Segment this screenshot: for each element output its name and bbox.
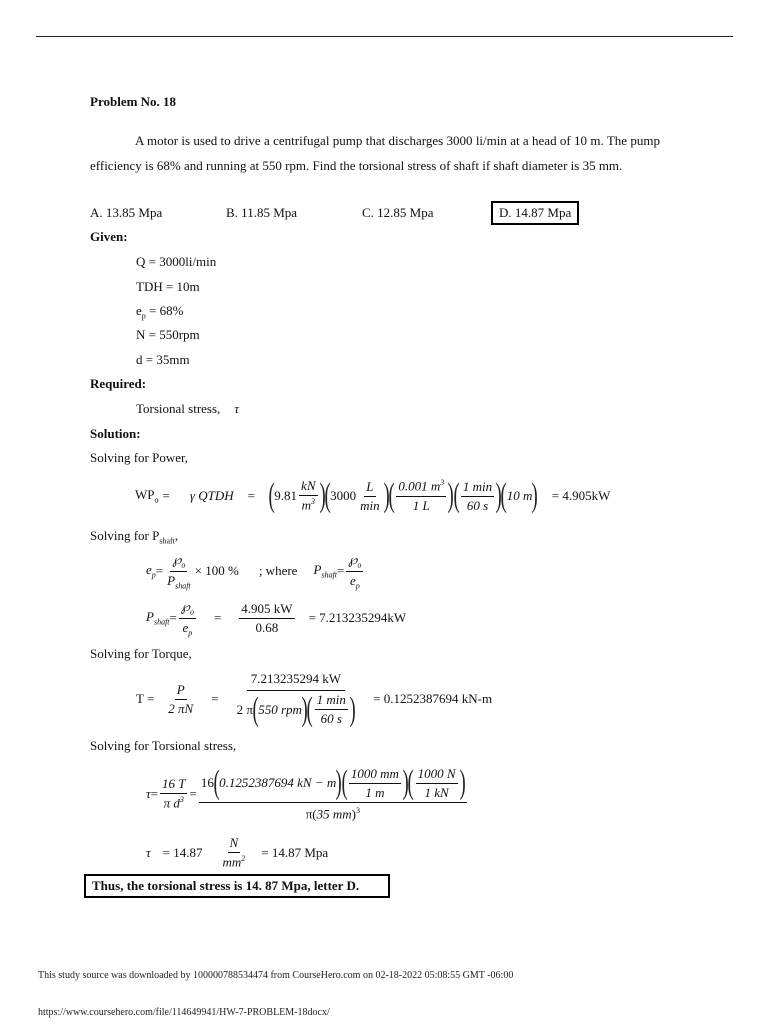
open-paren: ( [268, 477, 275, 514]
power-head-value: 10 m [506, 488, 533, 503]
torque-value: 0.1252387694 kN − m [219, 775, 337, 791]
where-label: ; where [258, 563, 298, 578]
given-d: d = 35mm [136, 352, 190, 367]
close-paren: ) [335, 764, 343, 802]
frac-den [348, 572, 362, 591]
shaft-result: = 7.213235294kW [308, 610, 407, 625]
close-paren: ) [349, 690, 356, 728]
given-heading: Given: [90, 229, 128, 244]
open-paren: ( [324, 477, 331, 514]
torque-value-fraction [235, 671, 358, 727]
close-paren: ) [531, 477, 539, 514]
open-paren: ( [341, 764, 348, 802]
choice-c: C. 12.85 Mpa [362, 205, 434, 220]
power-gamma-unit [299, 478, 317, 513]
base: ℘ [180, 598, 190, 614]
frac-num [199, 766, 467, 803]
frac-num: 1 min [461, 479, 494, 497]
base: π d [163, 795, 180, 811]
sub: o [181, 560, 186, 570]
close-paren: ) [402, 764, 409, 802]
close-paren: ) [319, 477, 326, 514]
power-eq: = [162, 488, 170, 503]
footer-url[interactable]: https://www.coursehero.com/file/114649941/HW-7-PROBLEM-18docx/ [38, 1007, 330, 1018]
torque-formula [166, 682, 195, 717]
eq: = [150, 786, 158, 801]
base: mm [222, 854, 242, 870]
open-paren: ( [306, 690, 314, 728]
stress-result-line [146, 832, 328, 874]
sub: p [151, 570, 156, 580]
base: e [146, 562, 152, 578]
p-shaft-symbol [146, 609, 170, 627]
close-paren: ) [447, 477, 454, 514]
efficiency-equation [146, 551, 365, 591]
shaft-heading-end: , [174, 528, 179, 543]
tau-symbol: τ [146, 786, 151, 801]
ep-symbol [146, 562, 156, 580]
frac-num: P [175, 682, 187, 700]
stress-unit [221, 835, 248, 870]
p-shaft-symbol [313, 562, 337, 580]
power-gamma-value: 9.81 [274, 488, 298, 503]
stress-result: = 14.87 Mpa [261, 845, 329, 860]
problem-text: A motor is used to drive a centrifugal pump that discharges 3000 li/min at a head of 10 m. The pump efficiency is 68% and running at 550 rpm. Find the torsional stress of shaft if shaft diameter is 35 mm. [90, 133, 660, 173]
sub: shaft [153, 617, 170, 627]
frac-den [304, 803, 362, 822]
sub: o [357, 560, 362, 570]
p-shaft-fraction [179, 599, 196, 637]
power-lhs [135, 487, 159, 505]
stress-heading: Solving for Torsional stress, [90, 738, 237, 753]
sub: shaft [321, 570, 337, 580]
base: e [349, 572, 356, 588]
frac-num: 1000 N [416, 766, 458, 784]
power-lhs-sub: o [154, 495, 159, 505]
mm-conversion [349, 766, 401, 801]
eq: = [189, 786, 197, 801]
ep-symbol: e [136, 303, 142, 318]
stress-formula [160, 776, 187, 811]
frac-den: 60 s [320, 711, 342, 726]
frac-den [165, 572, 193, 591]
den-exp: 3 [310, 497, 315, 507]
eq: = [336, 563, 345, 578]
close-paren: ) [351, 806, 356, 822]
given-tdh: TDH = 10m [136, 279, 200, 294]
exp: 3 [179, 795, 184, 805]
stress-equation [146, 760, 469, 828]
frac-num [346, 552, 363, 572]
power-flow-unit [358, 479, 382, 514]
given-q: Q = 3000li/min [136, 254, 217, 269]
pi: π [305, 806, 313, 822]
solution-heading: Solution: [90, 426, 141, 441]
power-formula: γ QTDH [189, 488, 234, 503]
top-rule [36, 36, 733, 37]
eq: = [211, 691, 219, 706]
open-paren: ( [453, 477, 460, 514]
n-conversion [416, 766, 458, 801]
frac-den [300, 496, 317, 513]
base: P [313, 562, 322, 578]
rpm-value: 550 rpm [258, 701, 302, 717]
shaft-power-equation [146, 597, 406, 639]
frac-den: 1 kN [424, 784, 449, 800]
stress-value: = 14.87 [162, 845, 203, 860]
shaft-heading-sub: shaft [159, 536, 175, 546]
frac-num: 16 T [160, 776, 187, 794]
times-hundred: × 100 % [194, 563, 239, 578]
footer-source: This study source was downloaded by 100000788534474 from CourseHero.com on 02-18-2022 05:08:55 GMT -06:00 [38, 970, 514, 981]
eq: = [213, 610, 222, 625]
frac-num [396, 478, 446, 496]
numerator: 7.213235294 kW [250, 671, 342, 686]
power-result: = 4.905kW [551, 488, 611, 503]
two-pi: 2 π [236, 701, 253, 717]
tau-symbol: τ [146, 845, 151, 860]
shaft-heading-base: Solving for P [90, 528, 160, 543]
den-base: m [301, 497, 311, 513]
torque-heading: Solving for Torque, [90, 646, 192, 661]
base: ℘ [348, 551, 358, 567]
sub: shaft [175, 581, 191, 591]
exp: 3 [355, 805, 360, 815]
base: P [167, 572, 176, 588]
open-paren: ( [312, 806, 317, 822]
ep-subscript: p [141, 311, 146, 321]
close-paren: ) [495, 477, 502, 514]
num-base: 0.001 m [398, 478, 441, 494]
close-paren: ) [459, 764, 466, 802]
frac-den: 60 s [466, 497, 489, 513]
frac-num [179, 599, 196, 619]
exp: 2 [241, 854, 246, 864]
power-heading: Solving for Power, [90, 450, 189, 465]
choice-a: A. 13.85 Mpa [90, 205, 163, 220]
sub: o [189, 607, 194, 617]
shaft-value-fraction [239, 601, 294, 636]
frac-num: 4.905 kW [239, 601, 294, 619]
tau-symbol: τ [234, 401, 239, 416]
power-conversion-min [461, 479, 494, 514]
open-paren: ( [407, 764, 415, 802]
sub: p [188, 628, 193, 638]
eq: = [155, 563, 164, 578]
frac-den [235, 691, 358, 727]
base: ℘ [172, 551, 182, 567]
problem-title: Problem No. 18 [90, 94, 177, 109]
stress-value-fraction [199, 766, 467, 822]
sixteen: 16 [200, 775, 214, 791]
eq: = [169, 610, 177, 625]
ep-value: = 68% [145, 303, 184, 318]
frac-den: 1 m [365, 784, 385, 800]
frac-den [162, 794, 186, 811]
num-exp: 3 [440, 478, 445, 488]
frac-den: 1 L [412, 497, 430, 513]
frac-den: min [360, 497, 380, 513]
frac-num: 1 min [315, 692, 348, 710]
frac-num [170, 552, 187, 572]
close-paren: ) [301, 690, 308, 728]
open-paren: ( [213, 764, 220, 802]
power-flow-value: 3000 [330, 488, 357, 503]
frac-den: 2 πN [168, 700, 194, 716]
open-paren: ( [252, 690, 259, 728]
p-shaft-fraction [346, 552, 363, 590]
torque-result: = 0.1252387694 kN-m [373, 691, 493, 706]
power-equation [135, 474, 610, 518]
min-conversion [315, 692, 348, 727]
required-heading: Required: [90, 376, 147, 391]
frac-den [221, 853, 248, 870]
torque-lhs: T = [136, 691, 155, 706]
frac-num: L [364, 479, 375, 497]
problem-statement [90, 129, 660, 178]
base: e [182, 619, 189, 635]
frac-den: 0.68 [255, 619, 279, 635]
base: P [146, 609, 154, 625]
choice-b: B. 11.85 Mpa [226, 205, 298, 220]
shaft-heading [90, 528, 178, 546]
given-n: N = 550rpm [136, 327, 200, 342]
power-lhs-base: WP [135, 487, 155, 503]
frac-num: 1000 mm [349, 766, 401, 784]
close-paren: ) [383, 477, 390, 514]
sub: p [355, 581, 360, 591]
frac-num: N [228, 835, 241, 853]
diameter: 35 mm [316, 806, 352, 822]
power-eq2: = [247, 488, 255, 503]
conclusion-box: Thus, the torsional stress is 14. 87 Mpa, letter D. [84, 874, 390, 898]
required-label: Torsional stress, [136, 401, 221, 416]
efficiency-fraction [165, 552, 193, 590]
given-ep [136, 303, 183, 321]
frac-num [247, 671, 345, 691]
choice-d-correct: D. 14.87 Mpa [491, 201, 579, 225]
required-text [136, 401, 239, 417]
torque-equation [136, 668, 492, 730]
frac-den [181, 619, 195, 638]
open-paren: ( [388, 477, 395, 514]
open-paren: ( [500, 477, 508, 514]
frac-num: kN [299, 478, 317, 496]
power-conversion-m3 [396, 478, 446, 513]
